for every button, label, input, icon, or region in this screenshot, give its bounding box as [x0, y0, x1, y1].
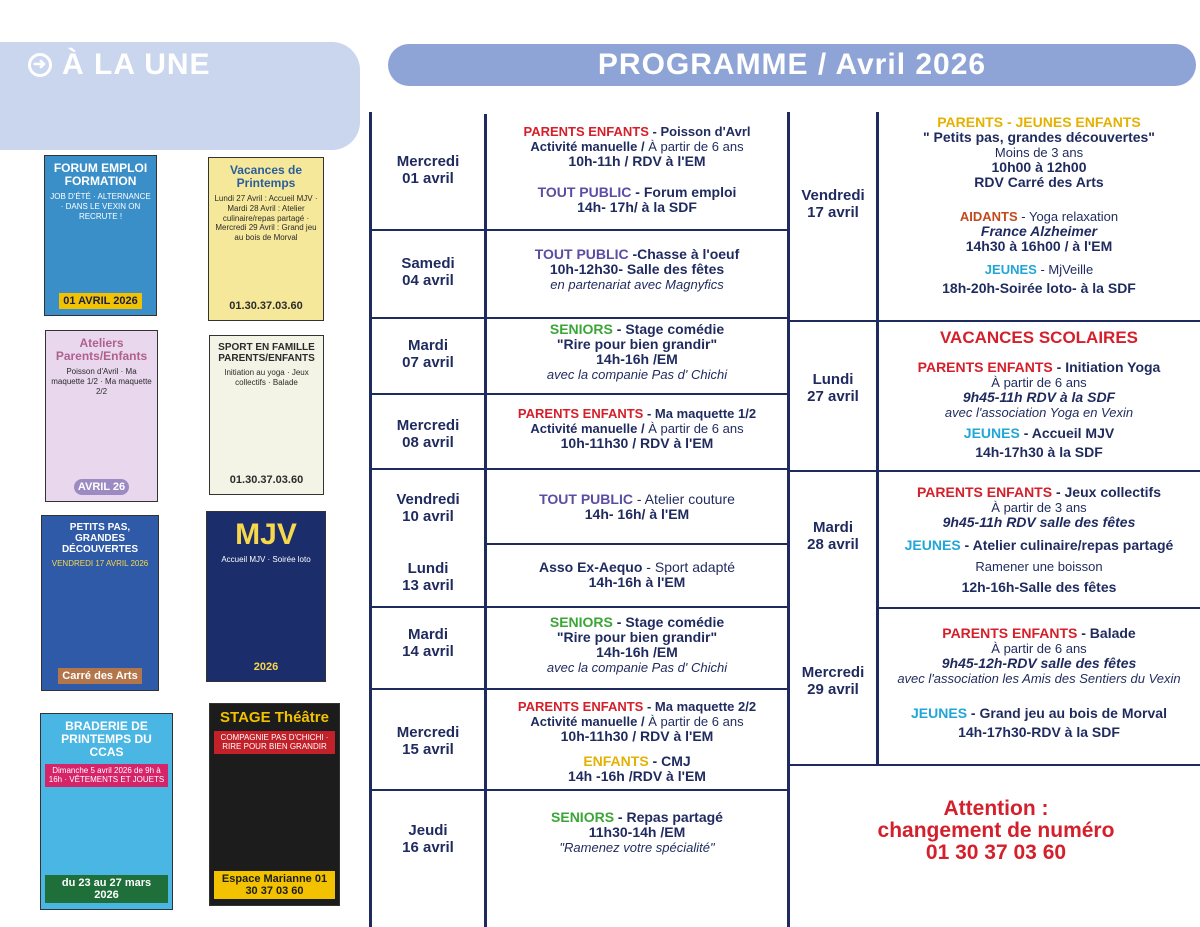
a-la-une-heading: [28, 48, 211, 82]
poster-title: Vacances de Printemps: [229, 163, 303, 191]
poster-title: BRADERIE DE PRINTEMPS DU CCAS: [61, 719, 152, 760]
poster-title: SPORT EN FAMILLE PARENTS/ENFANTS: [218, 342, 315, 364]
row-divider: [484, 543, 787, 545]
day-label: Mardi 07 avril: [402, 337, 454, 371]
poster-title: PETITS PAS, GRANDES DÉCOUVERTES: [61, 522, 139, 555]
poster-title: MJV: [235, 518, 297, 551]
poster-subtitle: VENDREDI 17 AVRIL 2026: [51, 559, 149, 568]
vacances-scolaires-heading: VACANCES SCOLAIRES: [939, 328, 1139, 347]
poster-date: 01.30.37.03.60: [229, 474, 304, 486]
event-repas-partage: SENIORS - Repas partagé 11h30-14h /EM "Ramenez votre spécialité": [551, 809, 723, 855]
poster-mjv[interactable]: [206, 511, 326, 682]
poster-subtitle: Poisson d'Avril · Ma maquette 1/2 · Ma maquette 2/2: [51, 367, 152, 396]
row-divider: [371, 468, 787, 470]
event-jeux-collectifs: PARENTS ENFANTS - Jeux collectifs À partir de 3 ans 9h45-11h RDV salle des fêtes: [916, 484, 1162, 530]
day-label: Mercredi 29 avril: [801, 664, 865, 698]
poster-date: 2026: [253, 661, 279, 673]
day-label: Mercredi 15 avril: [396, 724, 460, 758]
event-balade: PARENTS ENFANTS - Balade À partir de 6 ans 9h45-12h-RDV salle des fêtes avec l'association les Amis des Sentiers du Vexin: [897, 625, 1181, 686]
day-label: Vendredi 17 avril: [801, 187, 865, 221]
programme-title: PROGRAMME / Avril 2026: [388, 44, 1196, 86]
table-column-divider: [484, 114, 487, 927]
poster-subtitle: Lundi 27 Avril : Accueil MJV · Mardi 28 Avril : Atelier culinaire/repas partagé · Mercredi 29 Avril : Grand jeu au bois de Morval: [214, 194, 318, 242]
event-stage-comedie-2: SENIORS - Stage comédie "Rire pour bien grandir" 14h-16h /EM avec la companie Pas d' Chichi: [546, 614, 728, 675]
row-divider: [789, 470, 1200, 472]
event-initiation-yoga: PARENTS ENFANTS - Initiation Yoga À partir de 6 ans 9h45-11h RDV à la SDF avec l'association Yoga en Vexin: [917, 359, 1161, 420]
day-label: Mardi 28 avril: [807, 519, 859, 553]
poster-subtitle: JOB D'ÉTÉ · ALTERNANCE · DANS LE VEXIN ON RECRUTE !: [50, 192, 151, 221]
event-yoga-relaxation: AIDANTS - Yoga relaxation France Alzheimer 14h30 à 16h00 / à l'EM: [959, 209, 1119, 254]
row-divider: [878, 607, 1200, 609]
event-atelier-culinaire: JEUNES - Atelier culinaire/repas partagé Ramener une boisson 12h-16h-Salle des fêtes: [904, 537, 1174, 595]
a-la-une-label: À LA UNE: [62, 48, 211, 81]
event-petits-pas: PARENTS - JEUNES ENFANTS " Petits pas, grandes découvertes" Moins de 3 ans 10h00 à 12h00 RDV Carré des Arts: [923, 114, 1155, 190]
day-label: Mercredi 08 avril: [396, 417, 460, 451]
event-maquette-2: PARENTS ENFANTS - Ma maquette 2/2 Activité manuelle / À partir de 6 ans 10h-11h30 / RDV à l'EM: [517, 699, 757, 744]
day-label: Vendredi 10 avril: [396, 491, 460, 525]
poster-sport-en-famille[interactable]: [209, 335, 324, 495]
row-divider: [789, 320, 1200, 322]
row-divider: [371, 317, 787, 319]
event-accueil-mjv: JEUNES - Accueil MJV 14h-17h30 à la SDF: [963, 425, 1115, 460]
poster-subtitle: COMPAGNIE PAS D'CHICHI · RIRE POUR BIEN GRANDIR: [214, 731, 335, 754]
row-divider: [371, 393, 787, 395]
poster-braderie[interactable]: [40, 713, 173, 910]
poster-date: 01.30.37.03.60: [229, 300, 303, 312]
row-divider: [371, 229, 787, 231]
event-mjveille: JEUNES - MjVeille 18h-20h-Soirée loto- à la SDF: [942, 262, 1136, 296]
event-maquette-1: PARENTS ENFANTS - Ma maquette 1/2 Activité manuelle / À partir de 6 ans 10h-11h30 / RDV à l'EM: [517, 406, 757, 451]
poster-stage-theatre[interactable]: [209, 703, 340, 906]
poster-vacances-printemps[interactable]: [208, 157, 324, 321]
poster-date: AVRIL 26: [74, 479, 129, 495]
day-label: Jeudi 16 avril: [402, 822, 454, 856]
event-grand-jeu-morval: JEUNES - Grand jeu au bois de Morval 14h-17h30-RDV à la SDF: [911, 705, 1167, 740]
row-divider: [371, 688, 787, 690]
poster-petits-pas[interactable]: [41, 515, 159, 691]
attention-notice: Attention : changement de numéro 01 30 37 03 60: [877, 797, 1115, 864]
event-stage-comedie: SENIORS - Stage comédie "Rire pour bien grandir" 14h-16h /EM avec la companie Pas d' Chichi: [546, 321, 728, 382]
event-cmj: ENFANTS - CMJ 14h -16h /RDV à l'EM: [568, 753, 706, 784]
event-atelier-couture: TOUT PUBLIC - Atelier couture 14h- 16h/ à l'EM: [539, 491, 735, 522]
arrow-right-icon[interactable]: ➜: [28, 53, 52, 77]
poster-title: FORUM EMPLOI FORMATION: [53, 161, 148, 189]
poster-date: Carré des Arts: [58, 668, 141, 684]
day-label: Mardi 14 avril: [402, 626, 454, 660]
poster-forum-emploi[interactable]: [44, 155, 157, 316]
event-sport-adapte: Asso Ex-Aequo - Sport adapté 14h-16h à l'EM: [538, 559, 736, 590]
event-poisson-avril: PARENTS ENFANTS - Poisson d'Avrl Activité manuelle / À partir de 6 ans 10h-11h / RDV à l'EM: [523, 124, 751, 169]
poster-subtitle: Accueil MJV · Soirée loto: [221, 555, 311, 564]
poster-ateliers-parents-enfants[interactable]: [45, 330, 158, 502]
poster-title: STAGE Théâtre: [220, 709, 329, 726]
row-divider: [371, 789, 787, 791]
event-forum-emploi: TOUT PUBLIC - Forum emploi 14h- 17h/ à la SDF: [537, 184, 737, 215]
row-divider: [371, 606, 787, 608]
poster-title: Ateliers Parents/Enfants: [55, 336, 148, 364]
row-divider: [789, 764, 1200, 766]
poster-date: 01 AVRIL 2026: [59, 293, 141, 309]
day-label: Lundi 27 avril: [807, 371, 859, 405]
day-label: Mercredi 01 avril: [396, 153, 460, 187]
day-label: Lundi 13 avril: [402, 560, 454, 594]
poster-date: Espace Marianne 01 30 37 03 60: [214, 871, 335, 899]
poster-subtitle: Dimanche 5 avril 2026 de 9h à 16h · VÊTEMENTS ET JOUETS: [45, 764, 168, 787]
poster-date: du 23 au 27 mars 2026: [45, 875, 168, 903]
event-chasse-oeuf: TOUT PUBLIC -Chasse à l'oeuf 10h-12h30- Salle des fêtes en partenariat avec Magnyfics: [534, 246, 740, 292]
day-label: Samedi 04 avril: [401, 255, 455, 289]
poster-subtitle: Initiation au yoga · Jeux collectifs · Balade: [224, 368, 309, 387]
